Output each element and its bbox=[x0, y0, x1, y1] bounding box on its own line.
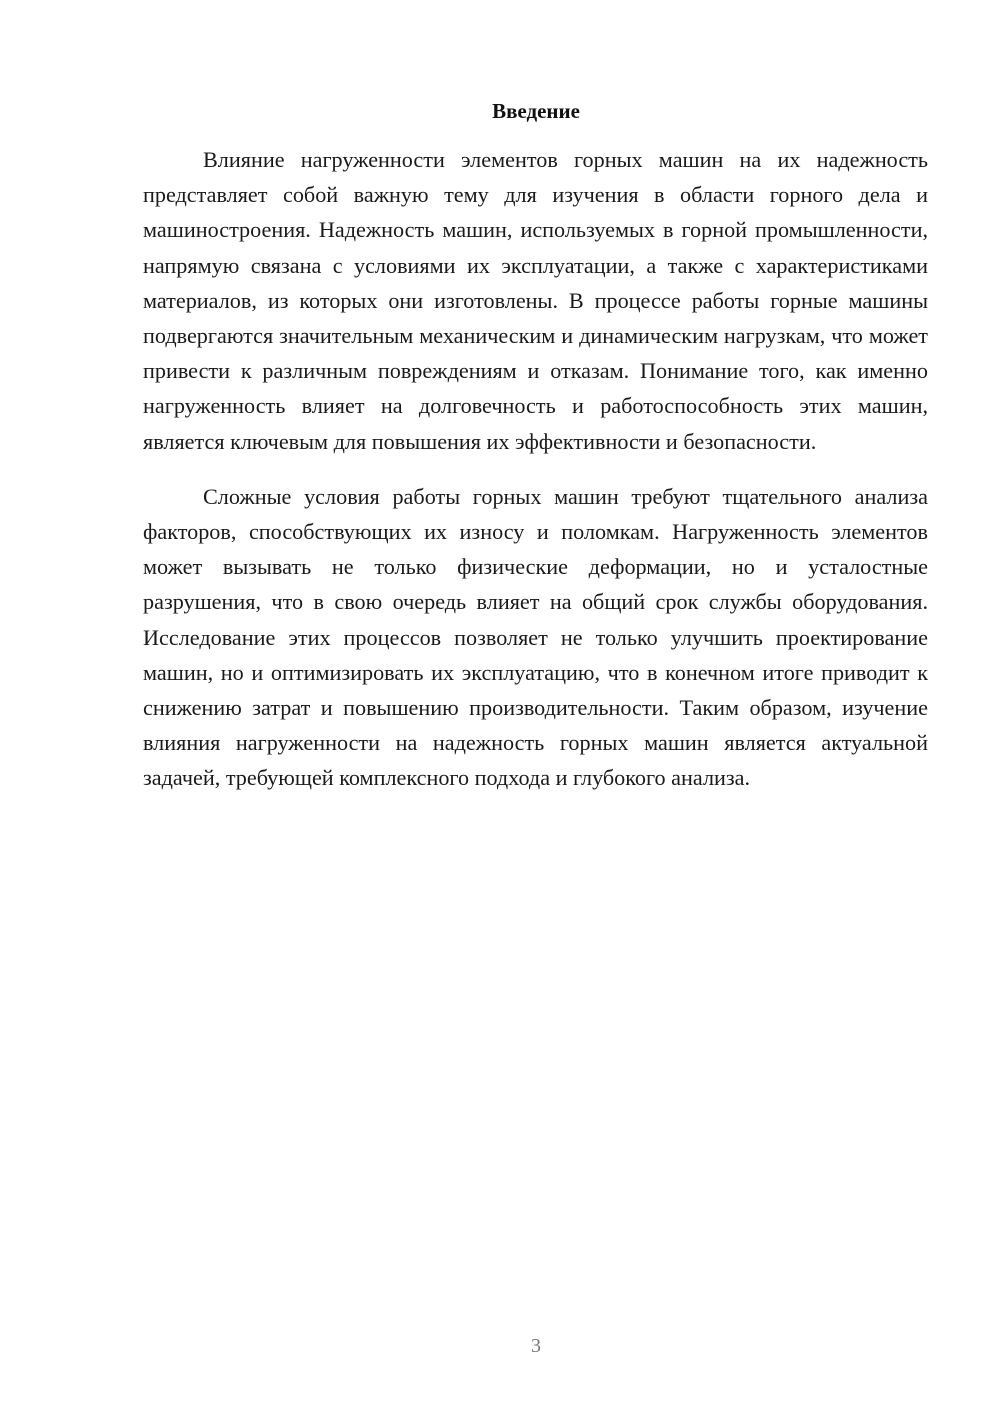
paragraph-2: Сложные условия работы горных машин требуют тщательного анализа факторов, способствующих их износу и поломкам. Нагруженность элементов может вызывать не только физические деформации, но и усталостные разрушения, что в свою очередь влияет на общий срок службы оборудования. Исследование этих процессов позволяет не только улучшить проектирование машин, но и оптимизировать их эксплуатацию, что в конечном итоге приводит к снижению затрат и повышению производительности. Таким образом, изучение влияния нагруженности на надежность горных машин является актуальной задачей, требующей комплексного подхода и глубокого анализа. bbox=[143, 483, 928, 791]
page-title: Введение bbox=[492, 99, 580, 123]
page-number: 3 bbox=[531, 1335, 541, 1357]
paragraph-1: Влияние нагруженности элементов горных машин на их надежность представляет собой важную тему для изучения в области горного дела и машиностроения. Надежность машин, используемых в горной промышленности, напрямую связана с условиями их эксплуатации, а также с характеристиками материалов, из которых они изготовлены. В процессе работы горные машины подвергаются значительным механическим и динамическим нагрузкам, что может привести к различным повреждениям и отказам. Понимание того, как именно нагруженность влияет на долговечность и работоспособность этих машин, является ключевым для повышения их эффективности и безопасности. bbox=[143, 147, 928, 454]
document-body bbox=[143, 142, 928, 796]
